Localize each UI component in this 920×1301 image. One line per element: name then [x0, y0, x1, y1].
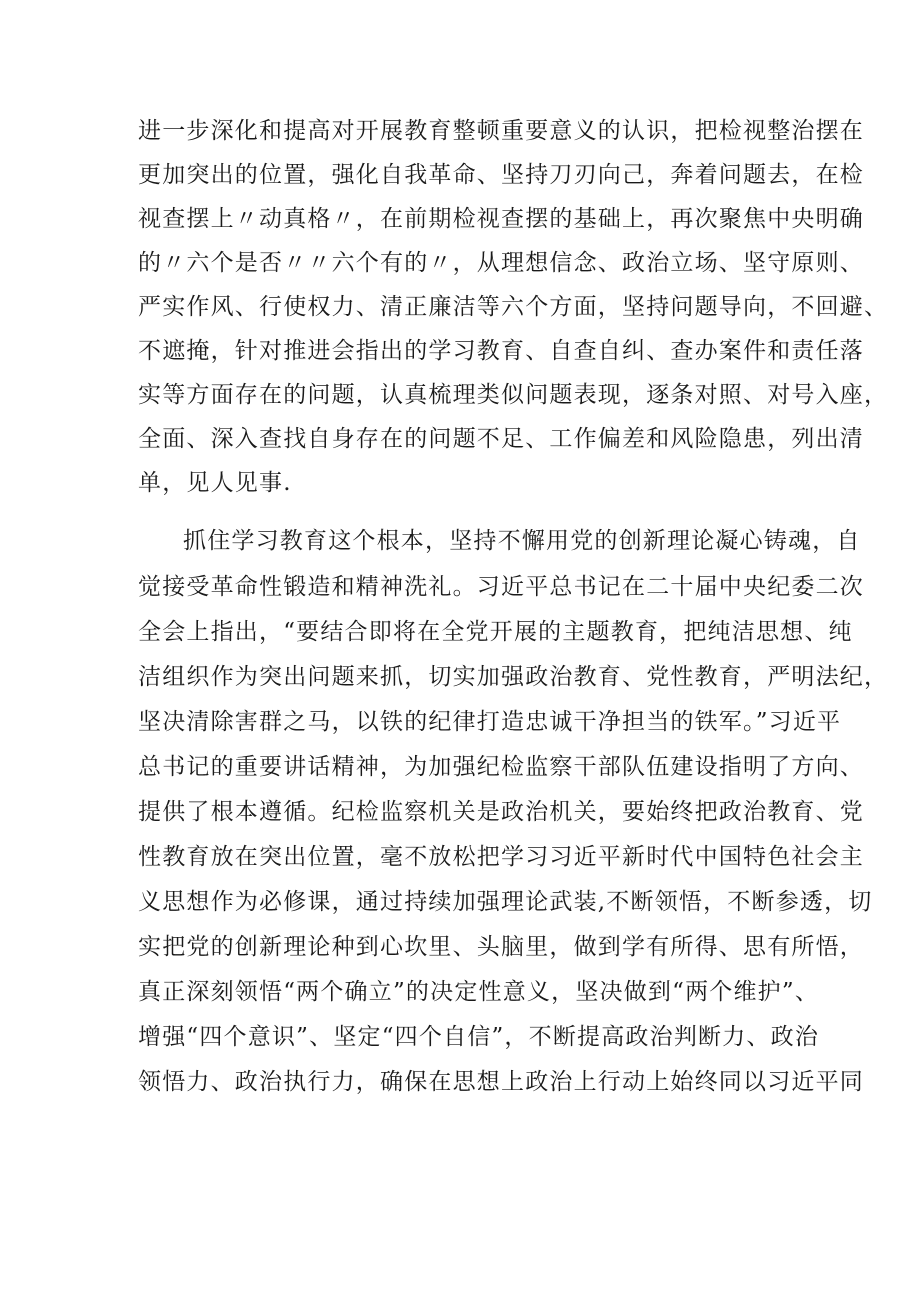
paragraph-line: 真正深刻领悟“两个确立”的决定性意义，坚决做到“两个维护”、 — [138, 979, 820, 1005]
paragraph-line: 严实作风、行使权力、清正廉洁等六个方面，坚持问题导向，不回避、 — [138, 294, 889, 320]
paragraph-line: 全会上指出，“要结合即将在全党开展的主题教育，把纯洁思想、纯 — [138, 619, 853, 645]
paragraph-line: 增强“四个意识”、坚定“四个自信”，不断提高政治判断力、政治 — [138, 1024, 820, 1050]
paragraph-line: 进一步深化和提高对开展教育整顿重要意义的认识，把检视整治摆在 — [138, 118, 864, 144]
paragraph-line-first: 抓住学习教育这个根本，坚持不懈用党的创新理论凝心铸魂，自 — [183, 528, 861, 554]
paragraph-line: 坚决清除害群之马，以铁的纪律打造忠诚干净担当的铁军。”习近平 — [138, 709, 842, 735]
paragraph-line: 洁组织作为突出问题来抓，切实加强政治教育、党性教育，严明法纪， — [138, 664, 889, 690]
paragraph-line: 视查摆上〃动真格〃，在前期检视查摆的基础上，再次聚焦中央明确 — [138, 206, 864, 232]
paragraph-line: 领悟力、政治执行力，确保在思想上政治上行动上始终同以习近平同 — [138, 1069, 864, 1095]
paragraph-line: 实把党的创新理论种到心坎里、头脑里，做到学有所得、思有所悟， — [138, 934, 864, 960]
paragraph-line: 觉接受革命性锻造和精神洗礼。习近平总书记在二十届中央纪委二次 — [138, 574, 864, 600]
paragraph-line: 实等方面存在的问题，认真梳理类似问题表现，逐条对照、对号入座， — [138, 382, 889, 408]
paragraph-line: 提供了根本遵循。纪检监察机关是政治机关，要始终把政治教育、党 — [138, 799, 864, 825]
paragraph-line: 单，见人见事. — [138, 470, 292, 496]
paragraph-line: 义思想作为必修课，通过持续加强理论武装,不断领悟，不断参透，切 — [138, 889, 873, 915]
paragraph-line: 的〃六个是否〃〃六个有的〃，从理想信念、政治立场、坚守原则、 — [138, 250, 864, 276]
paragraph-line: 不遮掩，针对推进会指出的学习教育、自查自纠、查办案件和责任落 — [138, 338, 864, 364]
paragraph-line: 更加突出的位置，强化自我革命、坚持刀刃向己，奔着问题去，在检 — [138, 162, 864, 188]
paragraph-line: 全面、深入查找自身存在的问题不足、工作偏差和风险隐患，列出清 — [138, 426, 864, 452]
paragraph-line: 性教育放在突出位置，毫不放松把学习习近平新时代中国特色社会主 — [138, 844, 864, 870]
paragraph-line: 总书记的重要讲话精神，为加强纪检监察干部队伍建设指明了方向、 — [138, 754, 864, 780]
